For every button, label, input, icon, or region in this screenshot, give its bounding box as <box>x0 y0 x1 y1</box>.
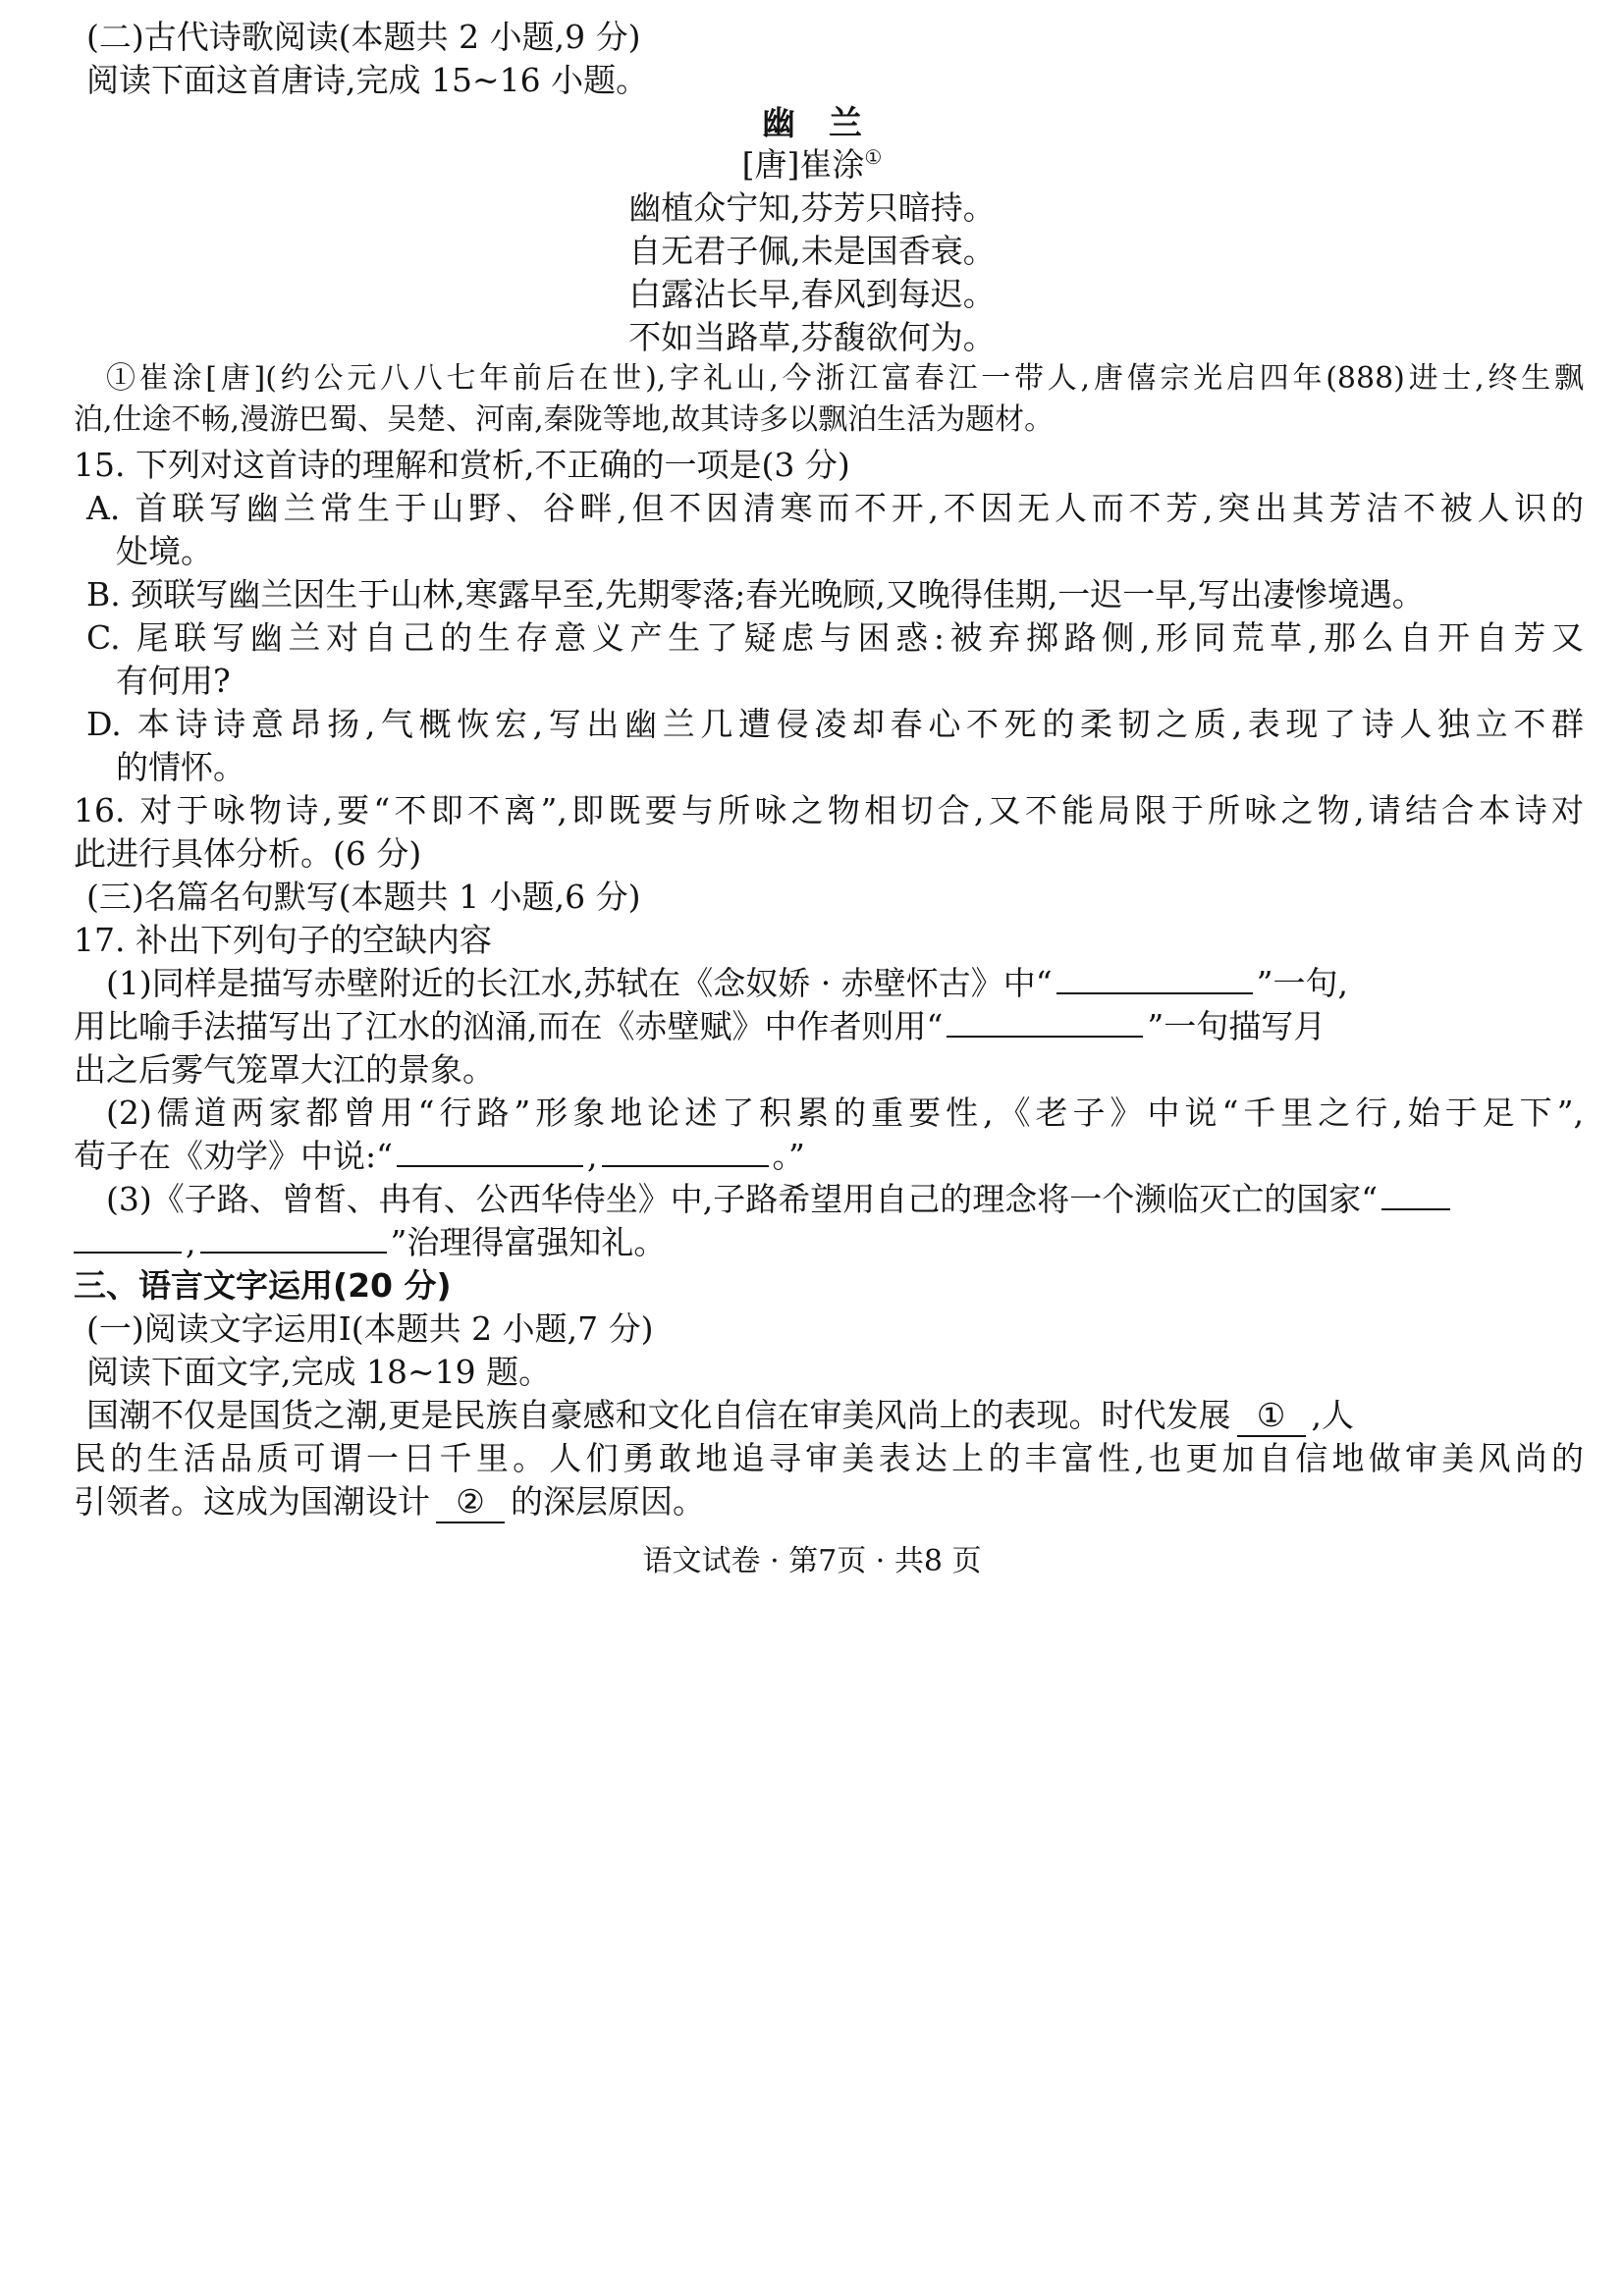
q17-part3-line2: , ”治理得富强知礼。 <box>74 1223 666 1262</box>
poem-title: 幽 兰 <box>762 104 862 143</box>
q17-part3-line1: (3)《子路、曾皙、冉有、公西华侍坐》中,子路希望用自己的理念将一个濒临灭亡的国家“ <box>106 1180 1454 1219</box>
q15-option-c: C. 尾联写幽兰对自己的生存意义产生了疑虑与困惑:被弃掷路侧,形同荒草,那么自开自芳又 <box>86 618 1584 657</box>
passage-blank-1[interactable]: ① <box>1237 1396 1306 1437</box>
poem-line-1: 幽植众宁知,芬芳只暗持。 <box>628 188 996 227</box>
answer-blank-6[interactable] <box>200 1224 387 1254</box>
q15-option-a: A. 首联写幽兰常生于山野、谷畔,但不因清寒而不开,不因无人而不芳,突出其芳洁不被人识的 <box>86 489 1584 527</box>
poem-footnote-line-1: ①崔涂[唐](约公元八八七年前后在世),字礼山,今浙江富春江一带人,唐僖宗光启四年(888)进士,终生飘 <box>106 361 1584 396</box>
q15-option-a-cont: 处境。 <box>116 532 213 570</box>
poem-author <box>0 145 1624 185</box>
poem-line-2: 自无君子佩,未是国香衰。 <box>628 232 996 270</box>
q15-option-d: D. 本诗诗意昂扬,气概恢宏,写出幽兰几遭侵凌却春心不死的柔韧之质,表现了诗人独立不群 <box>86 705 1584 743</box>
answer-blank-2[interactable] <box>947 1008 1143 1038</box>
q16-stem-line-2: 此进行具体分析。(6 分) <box>74 834 422 873</box>
passage-blank-2[interactable]: ② <box>436 1482 505 1523</box>
answer-blank-5b[interactable] <box>74 1224 182 1254</box>
q17-part2-line2: 荀子在《劝学》中说:“ , 。” <box>74 1137 805 1175</box>
part3-sub-heading: (一)阅读文字运用Ⅰ(本题共 2 小题,7 分) <box>86 1309 654 1348</box>
author-footnote-mark: ① <box>864 145 883 169</box>
page-footer: 语文试卷 · 第7页 · 共8 页 <box>642 1544 982 1578</box>
section-ii-heading: (二)古代诗歌阅读(本题共 2 小题,9 分) <box>86 18 641 56</box>
passage-line-1: 国潮不仅是国货之潮,更是民族自豪感和文化自信在审美风尚上的表现。时代发展 ① ,人 <box>86 1396 1354 1437</box>
q17-part1-line3: 出之后雾气笼罩大江的景象。 <box>74 1050 495 1089</box>
answer-blank-1[interactable] <box>1056 965 1253 994</box>
passage-line-3: 引领者。这成为国潮设计 ② 的深层原因。 <box>74 1482 705 1523</box>
q17-part1-line2: 用比喻手法描写出了江水的汹涌,而在《赤壁赋》中作者则用“ ”一句描写月 <box>74 1007 1326 1045</box>
q15-option-b: B. 颈联写幽兰因生于山林,寒露早至,先期零落;春光晚顾,又晚得佳期,一迟一早,写出凄惨境遇。 <box>86 575 1425 614</box>
poem-line-4: 不如当路草,芬馥欲何为。 <box>628 318 996 356</box>
part3-heading: 三、语言文字运用(20 分) <box>74 1266 452 1305</box>
poem-footnote-line-2: 泊,仕途不畅,漫游巴蜀、吴楚、河南,秦陇等地,故其诗多以飘泊生活为题材。 <box>74 402 1055 437</box>
poem-author-name: [唐]崔涂 <box>741 145 865 184</box>
q15-option-c-cont: 有何用? <box>116 662 231 700</box>
q15-stem: 15. 下列对这首诗的理解和赏析,不正确的一项是(3 分) <box>74 446 850 484</box>
answer-blank-3[interactable] <box>397 1138 583 1167</box>
q16-stem-line-1: 16. 对于咏物诗,要“不即不离”,即既要与所咏之物相切合,又不能局限于所咏之物,请结合本诗对 <box>74 791 1584 829</box>
part3-instruction: 阅读下面文字,完成 18~19 题。 <box>86 1353 552 1391</box>
passage-line-2: 民的生活品质可谓一日千里。人们勇敢地追寻审美表达上的丰富性,也更加自信地做审美风尚的 <box>74 1439 1584 1477</box>
answer-blank-4[interactable] <box>602 1138 769 1167</box>
q17-part1-line1: (1)同样是描写赤壁附近的长江水,苏轼在《念奴娇 · 赤壁怀古》中“ ”一句, <box>106 964 1348 1002</box>
q17-stem: 17. 补出下列句子的空缺内容 <box>74 921 492 959</box>
answer-blank-5a[interactable] <box>1381 1181 1450 1210</box>
section-ii-instruction: 阅读下面这首唐诗,完成 15~16 小题。 <box>86 61 649 99</box>
poem-line-3: 白露沾长早,春风到每迟。 <box>628 275 996 313</box>
q17-part2-line1: (2)儒道两家都曾用“行路”形象地论述了积累的重要性,《老子》中说“千里之行,始于足下”, <box>106 1094 1584 1132</box>
section-iii-sub-heading: (三)名篇名句默写(本题共 1 小题,6 分) <box>86 878 641 916</box>
q15-option-d-cont: 的情怀。 <box>116 748 245 786</box>
